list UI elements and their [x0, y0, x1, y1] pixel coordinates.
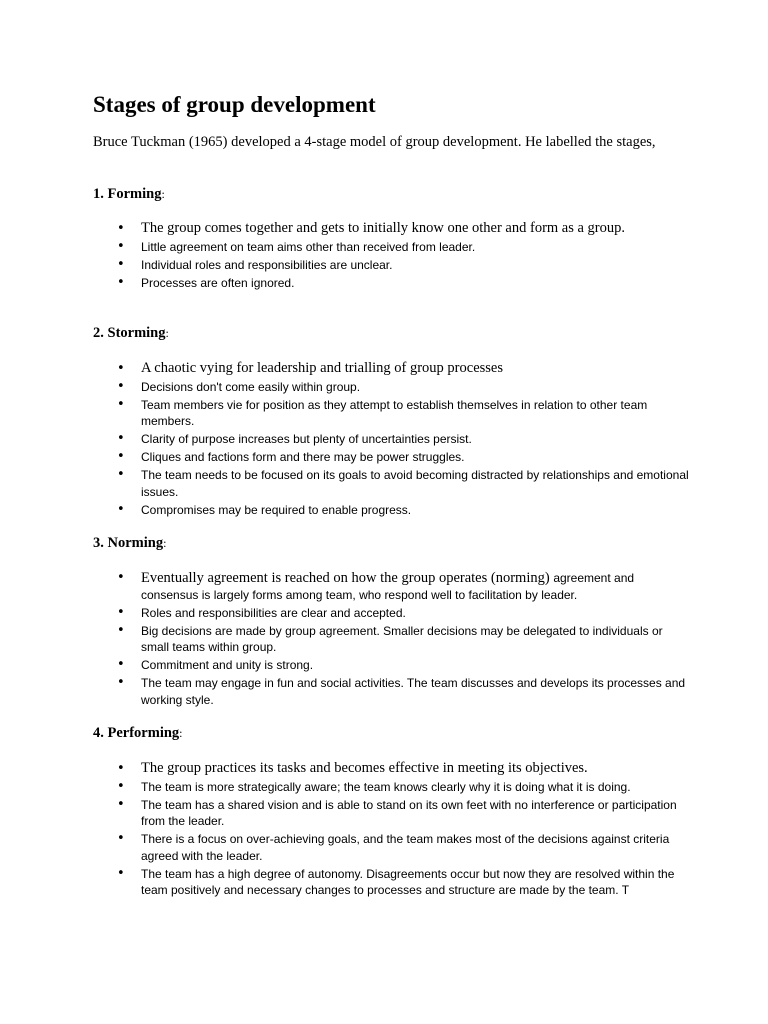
section-heading-forming — [93, 186, 165, 203]
list-item — [113, 831, 693, 864]
section-heading-text: 2. Storming — [93, 325, 166, 341]
bullet-icon: • — [117, 256, 125, 272]
bullet-icon: • — [117, 238, 125, 254]
bullet-icon: • — [117, 431, 125, 446]
list-item — [113, 239, 693, 256]
bullet-list-forming — [113, 220, 693, 293]
bullet-icon: • — [117, 221, 125, 236]
bullet-icon: • — [117, 361, 125, 376]
list-item — [113, 605, 693, 622]
bullet-list-norming — [113, 570, 693, 710]
list-item — [113, 397, 693, 430]
list-item-text: Cliques and factions form and there may be power struggles. — [141, 450, 465, 464]
list-item — [113, 257, 693, 274]
heading-colon: : — [163, 536, 167, 550]
bullet-icon: • — [117, 604, 125, 620]
intro-paragraph: Bruce Tuckman (1965) developed a 4-stage model of group development. He labelled the stages, — [93, 134, 656, 150]
list-item-text: Decisions don't come easily within group. — [141, 379, 361, 394]
list-item — [113, 431, 693, 448]
list-item-text: The group practices its tasks and becomes effective in meeting its objectives. — [141, 760, 588, 776]
list-item — [113, 275, 693, 292]
list-item — [113, 220, 693, 237]
list-item — [113, 360, 693, 377]
bullet-icon: • — [117, 274, 125, 290]
list-item — [113, 379, 693, 396]
bullet-icon: • — [117, 449, 125, 464]
list-item — [113, 467, 693, 500]
bullet-icon: • — [117, 501, 125, 517]
bullet-icon: • — [117, 831, 125, 846]
section-heading-text: 3. Norming — [93, 535, 164, 551]
list-item-lead-text: Eventually agreement is reached on how the group operates (norming) — [141, 570, 554, 586]
list-item-text: Commitment and unity is strong. — [141, 658, 314, 672]
list-item — [113, 502, 693, 519]
list-item — [113, 779, 693, 796]
bullet-icon: • — [117, 657, 125, 672]
list-item — [113, 570, 693, 603]
bullet-icon: • — [117, 865, 125, 881]
list-item — [113, 797, 693, 830]
bullet-icon: • — [117, 378, 125, 394]
bullet-icon: • — [117, 622, 125, 638]
heading-colon: : — [161, 187, 165, 201]
list-item-text: There is a focus on over-achieving goals, and the team makes most of the decisions against criteria agreed with the leader. — [141, 832, 670, 863]
section-heading-text: 1. Forming — [93, 186, 162, 202]
list-item-text: Clarity of purpose increases but plenty of uncertainties persist. — [141, 432, 472, 446]
heading-colon: : — [165, 326, 169, 340]
list-item-text: Individual roles and responsibilities are unclear. — [141, 257, 393, 272]
list-item-text: Team members vie for position as they attempt to establish themselves in relation to other team members. — [141, 397, 648, 428]
bullet-list-performing — [113, 760, 693, 900]
list-item-text: Processes are often ignored. — [141, 275, 295, 290]
list-item-text: The group comes together and gets to initially know one other and form as a group. — [141, 220, 626, 236]
list-item — [113, 760, 693, 777]
heading-colon: : — [179, 726, 183, 740]
section-heading-storming — [93, 325, 169, 342]
list-item-text: The team has a high degree of autonomy. Disagreements occur but now they are resolved within the team positively and necessary changes to processes and structure are made by the team. T — [141, 866, 675, 897]
list-item-text: The team needs to be focused on its goals to avoid becoming distracted by relationships and emotional issues. — [141, 468, 689, 499]
list-item — [113, 675, 693, 708]
list-item — [113, 866, 693, 899]
bullet-icon: • — [117, 570, 125, 585]
bullet-list-storming — [113, 360, 693, 520]
page-title: Stages of group development — [93, 92, 376, 117]
list-item — [113, 449, 693, 466]
list-item-text: Little agreement on team aims other than received from leader. — [141, 239, 476, 254]
bullet-icon: • — [117, 396, 125, 412]
list-item-text: The team may engage in fun and social activities. The team discusses and develops its processes and working style. — [141, 676, 686, 707]
bullet-icon: • — [117, 467, 125, 482]
list-item-text: Compromises may be required to enable progress. — [141, 502, 412, 517]
list-item — [113, 657, 693, 674]
list-item-text: The team has a shared vision and is able to stand on its own feet with no interference or participation from the leader. — [141, 797, 677, 828]
section-heading-performing — [93, 725, 183, 742]
list-item-text: The team is more strategically aware; the team knows clearly why it is doing what it is doing. — [141, 779, 631, 794]
bullet-icon: • — [117, 778, 125, 794]
section-heading-norming — [93, 535, 166, 552]
list-item — [113, 623, 693, 656]
bullet-icon: • — [117, 675, 125, 690]
list-item-text: Roles and responsibilities are clear and accepted. — [141, 605, 406, 620]
bullet-icon: • — [117, 796, 125, 812]
list-item-text: Big decisions are made by group agreement. Smaller decisions may be delegated to individuals or small teams within group. — [141, 623, 663, 654]
section-heading-text: 4. Performing — [93, 725, 180, 741]
list-item-text: A chaotic vying for leadership and trialling of group processes — [141, 360, 503, 376]
bullet-icon: • — [117, 761, 125, 776]
list-item-tail-text: agreement and consensus is largely forms among team, who respond well to facilitation by leader. — [141, 571, 635, 602]
